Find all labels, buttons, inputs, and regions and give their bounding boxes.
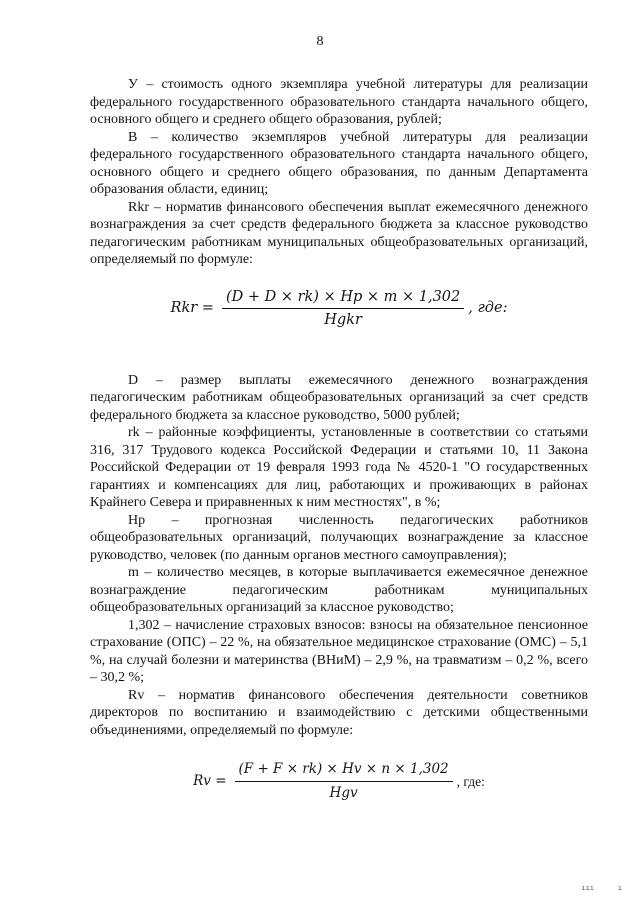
formula-rv-denominator: Hgv xyxy=(329,784,358,801)
formula-rkr-fraction xyxy=(222,289,464,330)
document-body xyxy=(90,76,588,802)
formula-rkr xyxy=(90,289,588,330)
formula-rkr-lhs: Rkr = xyxy=(170,300,214,317)
formula-rv xyxy=(90,761,588,802)
paragraph-b-definition: В – количество экземпляров учебной литературы для реализации федерального государственного образовательного стандарта начального общего, основного общего и среднего общего образования, по данным Департамента образования области, единиц; xyxy=(90,129,588,197)
formula-rv-lhs: Rv = xyxy=(193,772,227,789)
spacer xyxy=(90,330,588,372)
formula-rkr-numerator: (D + D × rk) × Hp × m × 1,302 xyxy=(222,289,464,310)
paragraph-d-definition: D – размер выплаты ежемесячного денежного вознаграждения педагогическим работникам общеобразовательных организаций за счет средств федерального бюджета за классное руководство, 5000 рублей; xyxy=(90,372,588,423)
footer-scan-mark: ııı xyxy=(581,885,594,893)
formula-rkr-denominator: Hgkr xyxy=(324,312,362,328)
paragraph-insurance-definition: 1,302 – начисление страховых взносов: взносы на обязательное пенсионное страхование (ОПС) – 22 %, на обязательное медицинское страхование (ОМС) – 5,1 %, на случай болезни и материнства (ВНиМ) – 2,9 %, на травматизм – 0,2 %, всего – 30,2 %; xyxy=(90,617,588,685)
formula-rv-suffix: , где: xyxy=(456,773,485,789)
footer-scan-mark-2: ı xyxy=(617,885,622,893)
formula-rv-numerator: (F + F × rk) × Hv × n × 1,302 xyxy=(235,761,453,782)
paragraph-m-definition: m – количество месяцев, в которые выплачивается ежемесячное денежное вознаграждение педагогическим работникам муниципальных общеобразовательных организаций за классное руководство; xyxy=(90,565,588,615)
page-number: 8 xyxy=(316,34,324,49)
paragraph-rk-definition: rk – районные коэффициенты, установленные в соответствии со статьями 316, 317 Трудового кодекса Российской Федерации и статьями 10, 11 Закона Российской Федерации от 19 февраля 1993 года № 4520-1 "О государственных гарантиях и компенсациях для лиц, работающих и проживающих в районах Крайнего Севера и приравненных к ним местностях", в %; xyxy=(90,425,588,510)
paragraph-hp-definition: Нр – прогнозная численность педагогических работников общеобразовательных организаций, получающих вознаграждение за классное руководство, человек (по данным органов местного самоуправления); xyxy=(90,512,588,563)
paragraph-u-definition: У – стоимость одного экземпляра учебной литературы для реализации федерального государственного образовательного стандарта начального общего, основного общего и среднего общего образования, рублей; xyxy=(90,77,588,127)
paragraph-rv-definition: Rv – норматив финансового обеспечения деятельности советников директоров по воспитанию и взаимодействию с детскими общественными объединениями, определяемый по формуле: xyxy=(90,687,588,738)
formula-rv-fraction xyxy=(235,761,453,802)
paragraph-rkr-definition: Rkr – норматив финансового обеспечения выплат ежемесячного денежного вознаграждения за счет средств федерального бюджета за классное руководство педагогическим работникам муниципальных общеобразовательных организаций, определяемый по формуле: xyxy=(90,199,588,267)
formula-rkr-suffix: , где: xyxy=(468,300,508,317)
